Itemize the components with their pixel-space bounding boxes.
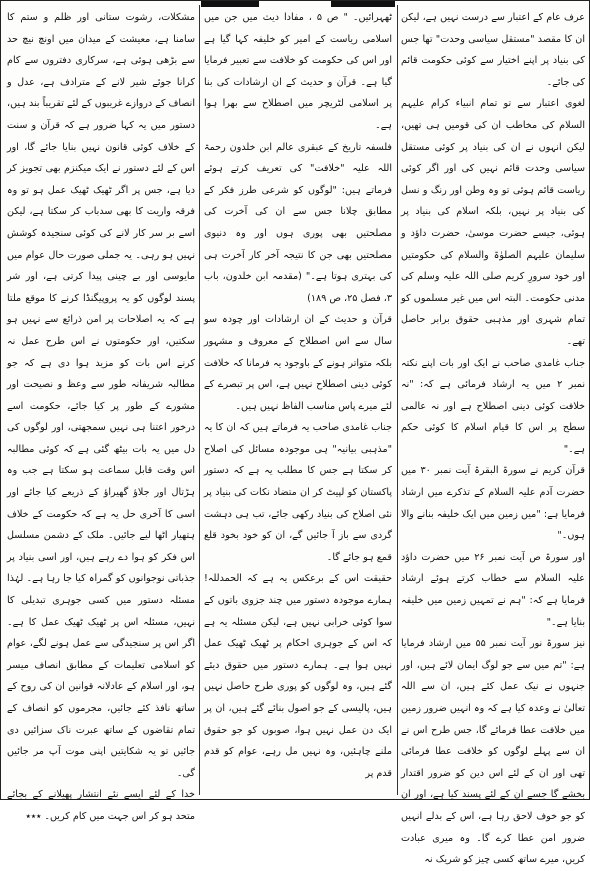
paragraph: قرآن کریم نے سورۃ البقرۃ آیت نمبر ۳۰ میں حضرت آدم علیہ السلام کے تذکرے میں ارشاد فرمایا ہے: "میں زمین میں ایک خلیفہ بنانے والا ہوں۔" [401,465,585,542]
paragraph: فلسفہ تاریخ کے عبقری عالم ابن خلدون رحمۃ اللہ علیہ "خلافت" کی تعریف کرتے ہوئے فرماتے ہیں: "لوگوں کو شرعی طرز فکر کے مطابق چلانا جس سے ان کی آخرت کی مصلحتیں بھی پوری ہوں اور وہ دنیوی مصلحتیں بھی جن کا نتیجہ آخر کار آخرت ہی کی بہتری ہوتا ہے۔" (مقدمہ ابن خلدون، باب ۳، فصل ۲۵، ص ۱۸۹) [204,141,392,304]
paragraph: ٹھہرائیں۔ " ص ۵ ، مفادا دیث میں جن میں اسلامی ریاست کے امیر کو خلیفہ کہا گیا ہے اور اس کی حکومت کو خلافت سے تعبیر فرمایا گیا ہے۔ قرآن و حدیث کے ان ارشادات کی بنا پر اسلامی لٹریچر میں اصطلاح سے بھرا ہوا ہے۔ [204,12,392,131]
paragraph: جناب غامدی صاحب نے ایک اور بات اپنے نکتہ نمبر ۲ میں یہ ارشاد فرمائی ہے کہ: "نہ خلافت کوئی دینی اصطلاح ہے اور نہ عالمی سطح پر اس کا قیام اسلام کا کوئی حکم ہے۔" [401,357,585,455]
paragraph: لغوی اعتبار سے تو تمام انبیاء کرام علیہم السلام کی مخاطب ان کی قومیں ہی تھیں، لیکن انہوں نے ان کی بنیاد پر کوئی مستقل سیاسی وحدت قائم نہیں کی اور اگر کوئی ریاست قائم ہوئی تو وہ وطن اور رنگ و نسل کی بنیاد پر نہیں، بلکہ اسلام کی بنیاد پر ہوئی، جیسے حضرت موسیٰ، حضرت داؤد و سلیمان علیہم الصلوٰۃ والسلام کی حکومتیں اور خود سرورِ کریم صلی اللہ علیہ وسلم کی مدنی حکومت۔ البتہ اس میں غیر مسلموں کو تمام شہری اور مذہبی حقوق برابر حاصل تھے۔ [401,98,585,347]
paragraph: حقیقت اس کے برعکس یہ ہے کہ الحمدللہ! ہمارے موجودہ دستور میں چند جزوی باتوں کے سوا کوئی خرابی نہیں ہے، لیکن مسئلہ یہ ہے کہ اس کے جوہری احکام پر ٹھیک ٹھیک عمل نہیں ہوا ہے۔ ہمارے دستور میں حقوق دیئے گئے ہیں، وہ لوگوں کو پوری طرح حاصل نہیں ہیں، پالیسی کے جو اصول بنائے گئے ہیں، ان پر ایک دن عمل نہیں ہوا، صوبوں کو جو حقوق ملنے چاہئیں، وہ نہیں مل رہے، عوام کو قدم قدم پر [204,573,392,779]
paragraph: عرف عام کے اعتبار سے درست نہیں ہے، لیکن ان کا مقصد "مستقل سیاسی وحدت" تھا جس کی بنیاد پر اپنے اختیار سے کوئی حکومت قائم کی جائے۔ [401,12,585,88]
article-column-left [7,7,195,822]
paragraph: نیز سورۃ نور آیت نمبر ۵۵ میں ارشاد فرمایا ہے: "تم میں سے جو لوگ ایمان لائے ہیں، اور جنہوں نے نیک عمل کئے ہیں، ان سے اللہ تعالیٰ نے وعدہ کیا ہے کہ وہ انہیں ضرور زمین میں خلافت عطا فرمائے گا، جس طرح اس نے ان سے پہلے لوگوں کو خلافت عطا فرمائی تھی اور ان کے لئے اس دین کو ضرور اقتدار بخشے گا جسے ان کے لئے پسند کیا ہے، اور ان کو جو خوف لاحق رہا ہے، اس کے بدلے انہیں ضرور امن عطا کرے گا۔ وہ میری عبادت کریں، میرے ساتھ کسی چیز کو شریک نہ [401,638,585,866]
article-column-middle [204,7,392,795]
article-column-right [401,7,585,866]
column-divider [397,5,398,795]
paragraph: جناب غامدی صاحب یہ فرماتے ہیں کہ ان کا یہ "مذہبی بیانیہ" ہی موجودہ مسائل کی اصلاح کر سکتا ہے جس کا مطلب یہ ہے کہ دستور پاکستان کو لپیٹ کر ان متضاد نکات کی بنیاد پر نئی اصلاح کی بنیاد رکھی جائے، تب ہی دہشت گردی سے باز آ جائیں گے، ان کو خود بخود قلع قمع ہو جائے گا۔ [204,422,392,563]
paragraph: خدا کے لئے ایسے نئے انتشار پھیلانے کے بجائے متحد ہو کر اس جہت میں کام کریں۔ ٭٭٭ [7,789,195,822]
column-divider [199,5,200,795]
paragraph: قرآن و حدیث کے ان ارشادات اور چودہ سو سال سے اس اصطلاح کے معروف و مشہور بلکہ متواتر ہونے کے باوجود یہ فرمانا کہ خلافت کوئی دینی اصطلاح نہیں ہے، اس پر تبصرے کے لئے میرے پاس مناسب الفاظ نہیں ہیں۔ [204,314,392,412]
paragraph: اور سورۃ ص آیت نمبر ۲۶ میں حضرت داؤد علیہ السلام سے خطاب کرتے ہوئے ارشاد فرمایا ہے کہ: "ہم نے تمہیں زمین میں خلیفہ بنایا ہے۔" [401,551,585,628]
paragraph: مشکلات، رشوت ستانی اور ظلم و ستم کا سامنا ہے، معیشت کے میدان میں اونچ نیچ حد سے بڑھی ہوئی ہے، سرکاری دفتروں سے کام کرانا جوئے شیر لانے کے مترادف ہے، عدل و انصاف کے دروازے غریبوں کے لئے تقریباً بند ہیں، دستور میں یہ کہا ضرور ہے کہ قرآن و سنت کے خلاف کوئی قانون نہیں بنایا جائے گا، اور اس کے لئے دستور نے ایک میکنزم بھی تجویز کر دیا ہے، جس پر اگر ٹھیک ٹھیک عمل ہو تو وہ فرقہ واریت کا بھی سدباب کر سکتا ہے، لیکن اسے بر سر کار لانے کی کوئی سنجیدہ کوشش نہیں ہو رہی۔ یہ جملی صورت حال عوام میں مایوسی اور بے چینی پیدا کرتی ہے، اور شر پسند لوگوں کو یہ پروپیگنڈا کرنے کا موقع ملتا ہے کہ یہ اصلاحات پر امن ذرائع سے نہیں ہو سکتیں، اور حکومتوں نے اس طرح عمل نہ کرنے اس بات کو مزید ہوا دی ہے کہ جو مطالبہ شریفانہ طور سے وعظ و نصیحت اور مشورے کے طور پر کیا جائے، حکومت اسے درخور اعتنا ہی نہیں سمجھتی، اور لوگوں کی دل میں یہ بات بیٹھ گئی ہے کہ کوئی مطالبہ اس وقت قابل سماعت ہو سکتا ہے جب وہ ہڑتال اور جلاؤ گھیراؤ کے ذریعے کیا جائے اور اسی کا آخری حل یہ ہے کہ حکومت کے خلاف ہتھیار اٹھا لیے جائیں۔ ملک کے دشمن مسلسل اس فکر کو ہوا دے رہے ہیں، اور اسی بنیاد پر جذباتی نوجوانوں کو گمراہ کیا جا رہا ہے۔ لہٰذا مسئلہ دستور میں کسی جوہری تبدیلی کا نہیں، مسئلہ اس پر ٹھیک ٹھیک عمل کا ہے۔ اگر اس پر سنجیدگی سے عمل ہونے لگے، عوام کو اسلامی تعلیمات کے مطابق انصاف میسر ہو، اور اسلام کے عادلانہ قوانین ان کی روح کے ساتھ نافذ کئے جائیں، مجرموں کو انصاف کے تمام تقاضوں کے ساتھ عبرت ناک سزائیں دی جائیں تو یہ شکایتیں اپنی موت آپ مر جائیں گی۔ [7,12,195,779]
